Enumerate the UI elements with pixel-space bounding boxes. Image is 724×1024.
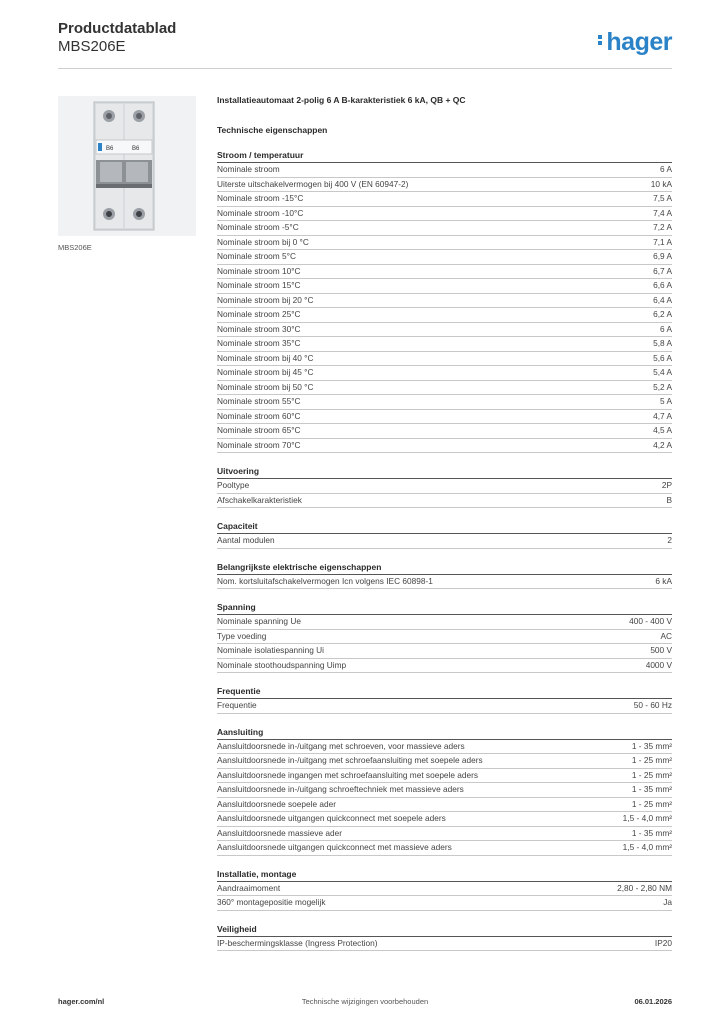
spec-label: IP-beschermingsklasse (Ingress Protection) <box>217 937 378 948</box>
spec-row <box>217 615 672 630</box>
spec-row <box>217 279 672 294</box>
spec-value: 400 - 400 V <box>629 616 672 626</box>
spec-value: 1 - 25 mm² <box>631 798 672 809</box>
spec-label: Nominale stroom 65°C <box>217 425 301 435</box>
spec-value: 7,5 A <box>653 193 672 203</box>
spec-value: 1 - 25 mm² <box>631 769 672 780</box>
spec-value: 4,5 A <box>653 425 672 435</box>
spec-row <box>217 644 672 659</box>
spec-label: Pooltype <box>217 480 250 490</box>
spec-label: Nominale stroom -15°C <box>217 193 304 203</box>
spec-label: Aansluitdoorsnede in-/uitgang met schroeven, voor massieve aders <box>217 740 465 751</box>
spec-row <box>217 841 672 856</box>
spec-value: 6,9 A <box>653 251 672 261</box>
spec-label: Nominale stroom 55°C <box>217 396 301 406</box>
spec-row <box>217 699 672 714</box>
spec-row <box>217 798 672 813</box>
spec-value: AC <box>660 630 672 641</box>
spec-label: Nominale stroom 30°C <box>217 323 301 334</box>
spec-value: 5,2 A <box>653 381 672 392</box>
spec-label: Nominale isolatiespanning Ui <box>217 645 324 655</box>
technical-properties-heading: Technische eigenschappen <box>217 125 328 135</box>
spec-row <box>217 827 672 842</box>
section-title: Capaciteit <box>217 520 672 534</box>
product-image <box>58 96 196 236</box>
spec-row <box>217 294 672 309</box>
spec-value: 6 A <box>660 323 672 334</box>
spec-label: Nominale stroom <box>217 164 280 174</box>
spec-row <box>217 221 672 236</box>
spec-row <box>217 366 672 381</box>
spec-value: 6,4 A <box>653 294 672 305</box>
spec-row <box>217 250 672 265</box>
spec-section <box>217 923 672 952</box>
spec-value: 6 A <box>660 164 672 174</box>
spec-section <box>217 726 672 856</box>
spec-label: Nominale spanning Ue <box>217 616 301 626</box>
spec-value: B <box>666 494 672 505</box>
spec-label: Nominale stroom bij 20 °C <box>217 294 314 305</box>
document-title: Productdatablad <box>58 20 177 37</box>
spec-value: 6 kA <box>655 575 672 586</box>
label-left: B6 <box>106 146 114 152</box>
spec-row <box>217 410 672 425</box>
spec-value: 1 - 35 mm² <box>631 784 672 794</box>
spec-label: Nominale stroom bij 50 °C <box>217 381 314 392</box>
spec-row <box>217 896 672 911</box>
spec-label: Nominale stroom 60°C <box>217 410 301 421</box>
section-title: Installatie, montage <box>217 868 672 882</box>
spec-value: 5,4 A <box>653 367 672 377</box>
section-title: Stroom / temperatuur <box>217 149 672 163</box>
spec-section <box>217 465 672 508</box>
spec-value: 7,2 A <box>653 222 672 232</box>
section-title: Frequentie <box>217 685 672 699</box>
spec-row <box>217 479 672 494</box>
spec-row <box>217 192 672 207</box>
spec-row <box>217 207 672 222</box>
page-header <box>58 20 672 68</box>
spec-row <box>217 769 672 784</box>
footer-date: 06.01.2026 <box>634 997 672 1006</box>
spec-label: 360° montagepositie mogelijk <box>217 897 326 907</box>
spec-section <box>217 685 672 714</box>
spec-row <box>217 534 672 549</box>
spec-label: Aansluitdoorsnede uitgangen quickconnect met massieve aders <box>217 842 452 852</box>
spec-label: Nominale stroom 70°C <box>217 439 301 450</box>
spec-row <box>217 163 672 178</box>
spec-label: Aansluitdoorsnede massieve ader <box>217 827 342 838</box>
spec-label: Aansluitdoorsnede soepele ader <box>217 798 337 809</box>
label-right: B6 <box>132 146 140 152</box>
spec-sections <box>217 149 672 951</box>
spec-section <box>217 868 672 911</box>
spec-row <box>217 178 672 193</box>
spec-value: 2,80 - 2,80 NM <box>617 882 672 893</box>
spec-section <box>217 520 672 549</box>
spec-value: 6,6 A <box>653 280 672 290</box>
spec-value: 50 - 60 Hz <box>633 700 672 710</box>
spec-row <box>217 754 672 769</box>
spec-row <box>217 812 672 827</box>
spec-label: Frequentie <box>217 700 257 710</box>
section-title: Spanning <box>217 601 672 615</box>
spec-row <box>217 659 672 674</box>
spec-row <box>217 882 672 897</box>
spec-section <box>217 149 672 453</box>
spec-value: 4,7 A <box>653 410 672 421</box>
spec-value: 1,5 - 4,0 mm² <box>622 842 672 852</box>
spec-value: 2P <box>661 480 672 490</box>
spec-row <box>217 337 672 352</box>
section-title: Veiligheid <box>217 923 672 937</box>
footer-disclaimer: Technische wijzigingen voorbehouden <box>301 997 429 1006</box>
spec-value: 6,7 A <box>653 265 672 276</box>
spec-value: 4,2 A <box>653 439 672 450</box>
spec-label: Aansluitdoorsnede in-/uitgang met schroefaansluiting met soepele aders <box>217 755 483 765</box>
footer-website-link[interactable]: hager.com/nl <box>58 997 105 1006</box>
spec-label: Nominale stroom 5°C <box>217 251 296 261</box>
spec-value: 4000 V <box>645 659 672 670</box>
logo-colon-icon <box>598 33 603 47</box>
spec-value: 5,8 A <box>653 338 672 348</box>
spec-label: Aansluitdoorsnede ingangen met schroefaansluiting met soepele aders <box>217 769 479 780</box>
section-title: Uitvoering <box>217 465 672 479</box>
spec-label: Aansluitdoorsnede in-/uitgang schroeftechniek met massieve aders <box>217 784 464 794</box>
spec-value: 1 - 35 mm² <box>631 740 672 751</box>
section-title: Aansluiting <box>217 726 672 740</box>
spec-row <box>217 439 672 454</box>
spec-label: Type voeding <box>217 630 267 641</box>
spec-value: 5 A <box>660 396 672 406</box>
spec-label: Aansluitdoorsnede uitgangen quickconnect met soepele aders <box>217 813 446 823</box>
spec-value: IP20 <box>654 937 672 948</box>
spec-row <box>217 395 672 410</box>
spec-value: 7,1 A <box>653 236 672 247</box>
spec-row <box>217 352 672 367</box>
spec-row <box>217 265 672 280</box>
spec-row <box>217 424 672 439</box>
spec-label: Aantal modulen <box>217 535 275 545</box>
spec-value: 1,5 - 4,0 mm² <box>622 813 672 823</box>
spec-value: 500 V <box>650 645 672 655</box>
spec-label: Nominale stroom 10°C <box>217 265 301 276</box>
spec-value: 1 - 35 mm² <box>631 827 672 838</box>
product-title: Installatieautomaat 2-polig 6 A B-karakteristiek 6 kA, QB + QC <box>217 95 466 105</box>
spec-value: 1 - 25 mm² <box>631 755 672 765</box>
spec-value: 10 kA <box>650 178 672 189</box>
spec-label: Nominale stoothoudspanning Uimp <box>217 659 347 670</box>
spec-row <box>217 494 672 509</box>
spec-label: Nominale stroom -10°C <box>217 207 304 218</box>
spec-row <box>217 381 672 396</box>
spec-row <box>217 575 672 590</box>
spec-label: Nominale stroom 25°C <box>217 309 301 319</box>
spec-row <box>217 783 672 798</box>
spec-label: Nominale stroom 35°C <box>217 338 301 348</box>
spec-label: Aandraaimoment <box>217 882 281 893</box>
section-title: Belangrijkste elektrische eigenschappen <box>217 561 672 575</box>
spec-label: Afschakelkarakteristiek <box>217 494 302 505</box>
circuit-breaker-illustration <box>58 96 196 236</box>
spec-value: 5,6 A <box>653 352 672 363</box>
spec-label: Uiterste uitschakelvermogen bij 400 V (EN 60947-2) <box>217 178 409 189</box>
spec-row <box>217 630 672 645</box>
hager-logo[interactable] <box>598 28 672 57</box>
spec-content <box>217 95 672 963</box>
spec-label: Nominale stroom bij 0 °C <box>217 236 309 247</box>
spec-value: 2 <box>667 535 672 545</box>
document-subtitle: MBS206E <box>58 38 126 55</box>
spec-section <box>217 561 672 590</box>
spec-row <box>217 323 672 338</box>
spec-row <box>217 308 672 323</box>
spec-row <box>217 740 672 755</box>
spec-label: Nominale stroom 15°C <box>217 280 301 290</box>
spec-label: Nominale stroom bij 40 °C <box>217 352 314 363</box>
spec-row <box>217 937 672 952</box>
spec-label: Nominale stroom bij 45 °C <box>217 367 314 377</box>
spec-label: Nominale stroom -5°C <box>217 222 299 232</box>
product-image-caption: MBS206E <box>58 243 92 252</box>
spec-value: Ja <box>663 897 672 907</box>
logo-text: hager <box>606 28 672 56</box>
spec-row <box>217 236 672 251</box>
spec-label: Nom. kortsluitafschakelvermogen Icn volgens IEC 60898-1 <box>217 575 433 586</box>
spec-section <box>217 601 672 673</box>
spec-value: 7,4 A <box>653 207 672 218</box>
header-divider <box>58 68 672 69</box>
spec-value: 6,2 A <box>653 309 672 319</box>
